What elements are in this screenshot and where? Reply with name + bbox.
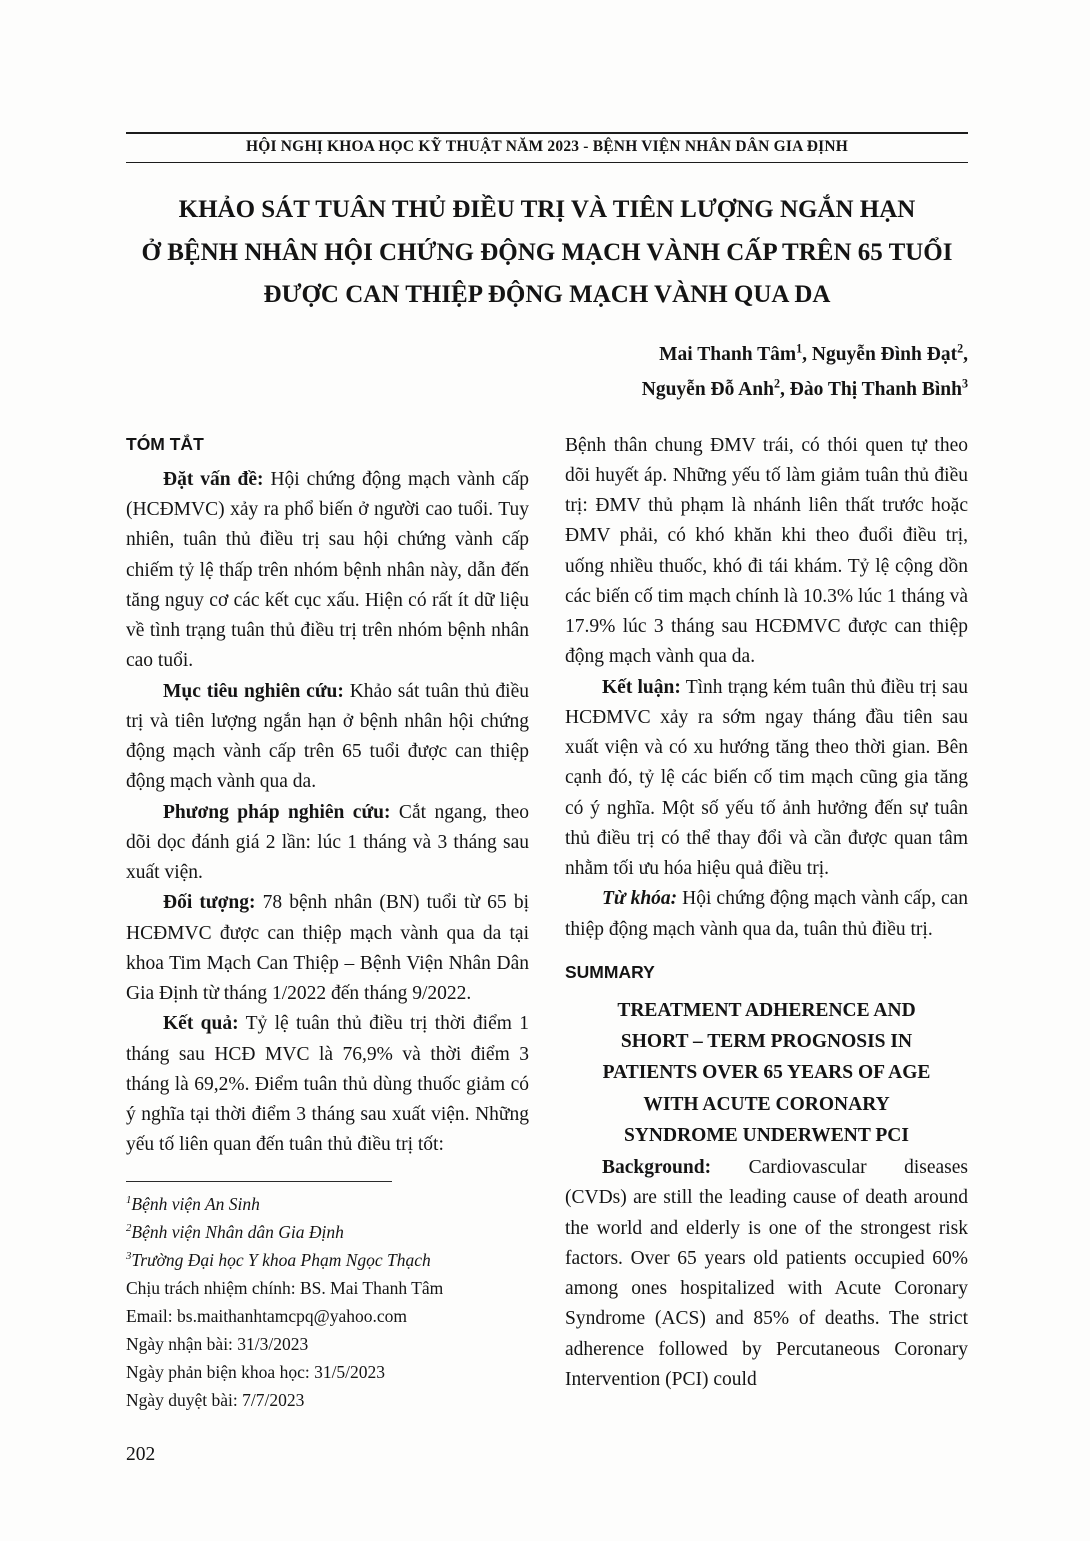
author-separator: , <box>963 343 968 365</box>
paragraph-label: Kết quả: <box>163 1013 239 1035</box>
paragraph-text: 78 bệnh nhân (BN) tuổi từ 65 bị HCĐMVC được can thiệp mạch vành qua da tại khoa Tim Mạch Can Thiệp – Bệnh Viện Nhân Dân Gia Định từ tháng 1/2022 đến tháng 9/2022. <box>126 892 529 1005</box>
footnote-affiliation <box>126 1218 529 1246</box>
author-name: Nguyễn Đình Đạt <box>811 343 958 365</box>
footnote-corresponding-author: Chịu trách nhiệm chính: BS. Mai Thanh Tâm <box>126 1277 444 1298</box>
author-line-1 <box>126 337 968 372</box>
paragraph-text: Hội chứng động mạch vành cấp (HCĐMVC) xảy ra phổ biến ở người cao tuổi. Tuy nhiên, tuân thủ điều trị sau hội chứng vành cấp chiếm tỷ lệ thấp trên nhóm bệnh nhân này, dẫn đến tăng nguy cơ các kết cục xấu. Hiện có rất ít dữ liệu về tình trạng tuân thủ điều trị trên nhóm bệnh nhân cao tuổi. <box>126 468 530 672</box>
right-column <box>565 431 968 1470</box>
abstract-paragraph-methods <box>126 798 529 889</box>
author-affiliation-ref: 2 <box>773 376 781 391</box>
author-line-2 <box>126 372 968 407</box>
footnote-block <box>126 1181 529 1414</box>
author-affiliation-ref: 2 <box>957 341 964 355</box>
conference-header <box>126 132 968 163</box>
results-continuation-paragraph <box>565 431 968 673</box>
author-name: Đào Thị Thanh Bình <box>789 378 962 400</box>
footnote-affiliation <box>126 1190 529 1218</box>
paragraph-label: Mục tiêu nghiên cứu: <box>163 680 344 702</box>
english-title <box>565 995 968 1151</box>
footnote-review-date: Ngày phản biện khoa học: 31/5/2023 <box>126 1361 386 1382</box>
author-affiliation-ref: 3 <box>961 376 968 391</box>
paragraph-text: Hội chứng động mạch vành cấp, can thiệp động mạch vành qua da, tuân thủ điều trị. <box>565 888 968 940</box>
paragraph-label: Đặt vấn đề: <box>163 468 264 490</box>
paragraph-label: Background: <box>602 1157 712 1179</box>
abstract-paragraph-subjects <box>126 888 529 1009</box>
paper-title <box>126 189 968 317</box>
author-affiliation-ref: 1 <box>796 341 803 355</box>
paragraph-text: Cắt ngang, theo dõi dọc đánh giá 2 lần: lúc 1 tháng và 3 tháng sau xuất viện. <box>126 801 529 884</box>
conclusion-paragraph <box>565 673 968 885</box>
page-number: 202 <box>126 1443 156 1465</box>
summary-heading: SUMMARY <box>565 961 655 982</box>
author-block <box>126 337 968 407</box>
author-name: Nguyễn Đỗ Anh <box>641 378 774 400</box>
footnote-received-date: Ngày nhận bài: 31/3/2023 <box>126 1333 309 1354</box>
paragraph-text: Tỷ lệ tuân thủ điều trị thời điểm 1 tháng sau HCĐ MVC là 76,9% và thời điểm 3 tháng là 69,2%. Điểm tuân thủ dùng thuốc giảm có ý nghĩa tại thời điểm 3 tháng sau xuất viện. Những yếu tố liên quan đến tuân thủ điều trị tốt: <box>126 1013 530 1156</box>
affiliation-ref: 1 <box>126 1193 132 1206</box>
affiliation-text: Bệnh viện An Sinh <box>131 1193 260 1214</box>
affiliation-text: Trường Đại học Y khoa Phạm Ngọc Thạch <box>131 1249 431 1270</box>
left-column <box>126 431 529 1470</box>
abstract-paragraph-problem <box>126 465 529 677</box>
paragraph-text: Bệnh thân chung ĐMV trái, có thói quen tự theo dõi huyết áp. Những yếu tố làm giảm tuân thủ điều trị: ĐMV thủ phạm là nhánh liên thất trước hoặc ĐMV phải, có khó khăn khi theo đuổi điều trị, uống nhiều thuốc, khó đi tái khám. Tỷ lệ cộng dồn các biến cố tim mạch chính là 10.3% lúc 1 tháng và 17.9% lúc 3 tháng sau HCĐMVC được can thiệp động mạch vành qua da. <box>565 434 968 668</box>
paragraph-text: Khảo sát tuân thủ điều trị và tiên lượng ngắn hạn ở bệnh nhân hội chứng động mạch vành cấp trên 65 tuổi được can thiệp động mạch vành qua da. <box>126 680 529 793</box>
title-line-1: KHẢO SÁT TUÂN THỦ ĐIỀU TRỊ VÀ TIÊN LƯỢNG NGẮN HẠN <box>178 196 916 223</box>
paragraph-label: Kết luận: <box>602 676 681 698</box>
background-paragraph <box>565 1153 968 1395</box>
title-line-3: ĐƯỢC CAN THIỆP ĐỘNG MẠCH VÀNH QUA DA <box>263 281 831 308</box>
paragraph-text: Cardiovascular diseases (CVDs) are still the leading cause of death around the world and elderly is one of the strongest risk factors. Over 65 years old patients occupied 60% among ones hospitalized with Acute Coronary Syndrome (ACS) and 85% of deaths. The strict adherence followed by Percutaneous Coronary Intervention (PCI) could <box>565 1157 968 1390</box>
paragraph-text: Tình trạng kém tuân thủ điều trị sau HCĐMVC xảy ra sớm ngay tháng đầu tiên sau xuất viện và có xu hướng tăng theo thời gian. Bên cạnh đó, tỷ lệ các biến cố tim mạch cũng gia tăng có ý nghĩa. Một số yếu tố ảnh hưởng đến sự tuân thủ điều trị có thể thay đổi và cần được quan tâm nhằm tối ưu hóa hiệu quả điều trị. <box>565 676 968 880</box>
footnote-rule <box>126 1181 392 1182</box>
english-title-line: PATIENTS OVER 65 YEARS OF AGE <box>602 1062 931 1084</box>
english-title-line: TREATMENT ADHERENCE AND <box>617 1000 916 1022</box>
paragraph-label: Từ khóa: <box>602 888 678 910</box>
author-separator: , <box>780 378 790 400</box>
footnote-affiliation <box>126 1246 529 1274</box>
two-column-layout <box>126 431 968 1470</box>
author-name: Mai Thanh Tâm <box>659 343 797 365</box>
english-title-line: WITH ACUTE CORONARY <box>643 1093 890 1115</box>
keywords-paragraph <box>565 884 968 945</box>
footnote-email: Email: bs.maithanhtamcpq@yahoo.com <box>126 1305 407 1326</box>
title-line-2: Ở BỆNH NHÂN HỘI CHỨNG ĐỘNG MẠCH VÀNH CẤP TRÊN 65 TUỔI <box>141 238 953 266</box>
english-title-line: SYNDROME UNDERWENT PCI <box>624 1124 909 1146</box>
footnote-accepted-date: Ngày duyệt bài: 7/7/2023 <box>126 1389 305 1410</box>
affiliation-text: Bệnh viện Nhân dân Gia Định <box>131 1221 344 1242</box>
english-title-line: SHORT – TERM PROGNOSIS IN <box>620 1031 913 1053</box>
affiliation-ref: 2 <box>126 1221 132 1234</box>
abstract-paragraph-objective <box>126 677 529 798</box>
conference-header-text: HỘI NGHỊ KHOA HỌC KỸ THUẬT NĂM 2023 - BỆNH VIỆN NHÂN DÂN GIA ĐỊNH <box>245 138 849 155</box>
paragraph-label: Phương pháp nghiên cứu: <box>163 801 391 823</box>
paragraph-label: Đối tượng: <box>163 892 256 914</box>
affiliation-ref: 3 <box>126 1249 132 1262</box>
abstract-heading: TÓM TẮT <box>126 433 204 454</box>
author-separator: , <box>802 343 812 365</box>
abstract-paragraph-results <box>126 1009 529 1160</box>
